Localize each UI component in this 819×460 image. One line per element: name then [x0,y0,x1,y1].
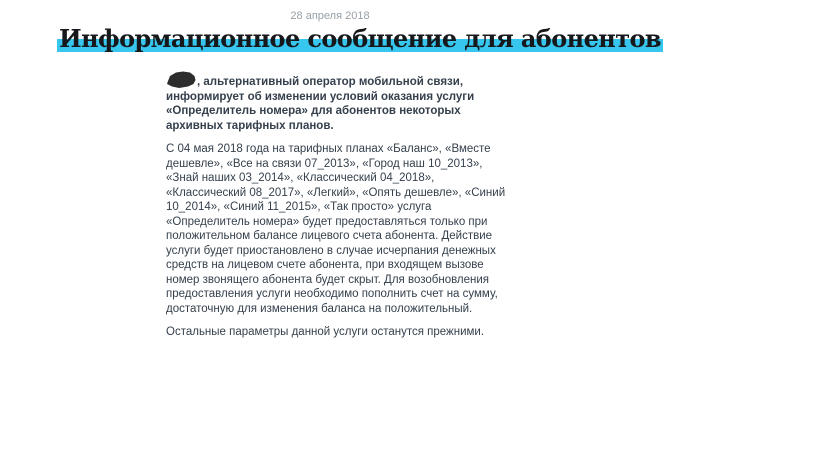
lead-paragraph-text: , альтернативный оператор мобильной связи, информирует об изменении условий оказания услуги «Определитель номера» для абонентов некоторых архивных тарифных планов. [166,76,475,132]
lead-paragraph [166,71,506,133]
page-title [57,24,661,53]
closing-paragraph: Остальные параметры данной услуги останутся прежними. [166,326,485,338]
redacted-company-logo-blob-icon [166,71,196,88]
article-date: 28 апреля 2018 [290,10,370,22]
tariffs-paragraph: С 04 мая 2018 года на тарифных планах «Баланс», «Вместе дешевле», «Все на связи 07_2013», «Город наш 10_2013», «Знай наших 03_2014», «Классический 04_2018», «Классический 08_2017», «Легкий», «Опять дешевле», «Синий 10_2014», «Синий 11_2015», «Так просто» услуга «Определитель номера» будет предоставляться только при положительном балансе лицевого счета абонента. Действие услуги будет приостановлено в случае исчерпания денежных средств на лицевом счете абонента, при входящем вызове номер звонящего абонента будет скрыт. Для возобновления предоставления услуги необходимо пополнить счет на сумму, достаточную для изменения баланса на положительный. [166,143,506,315]
article-header [57,9,661,53]
page-title-text[interactable]: Информационное сообщение для абонентов [59,24,661,53]
article-body [166,71,506,349]
